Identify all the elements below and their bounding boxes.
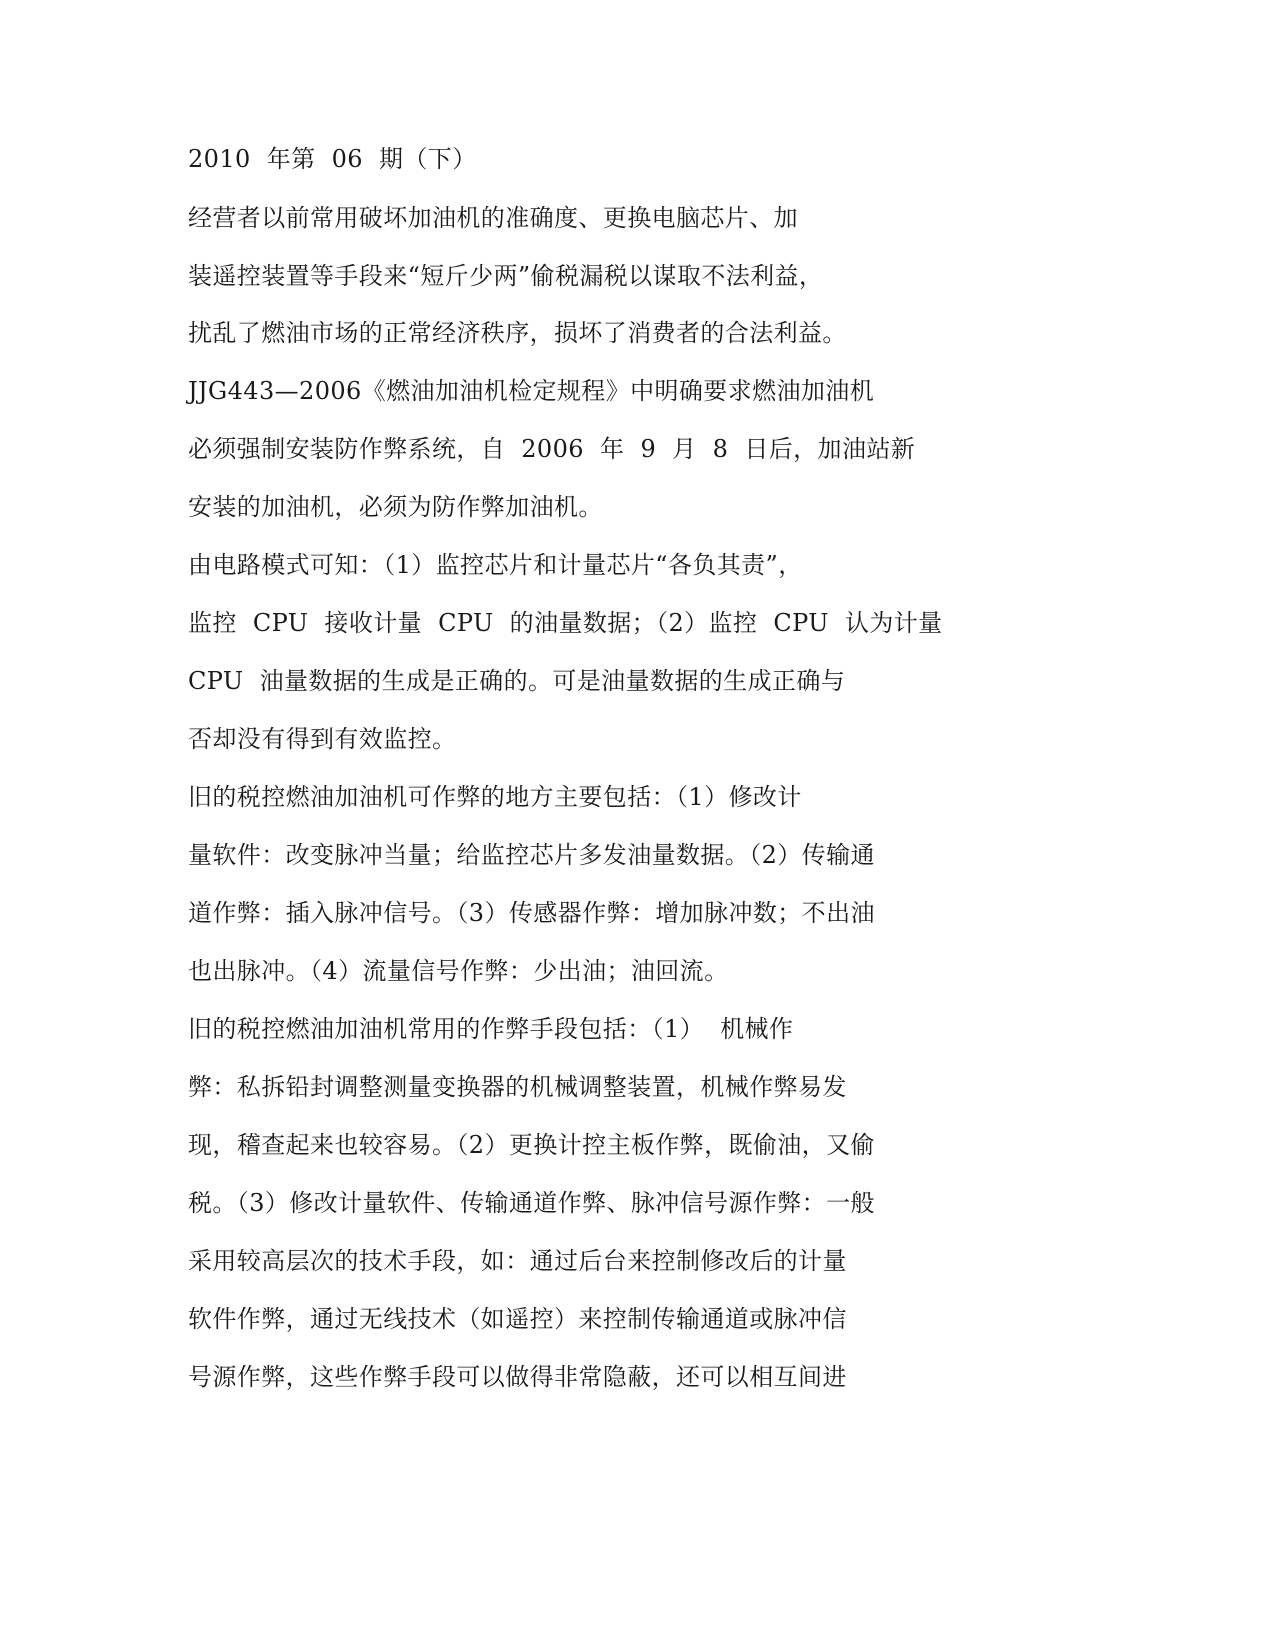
text-line: 税。（3）修改计量软件、传输通道作弊、脉冲信号源作弊：一般	[188, 1189, 875, 1217]
text-line: 现，稽查起来也较容易。（2）更换计控主板作弊，既偷油，又偷	[188, 1131, 875, 1159]
text-line: 必须强制安装防作弊系统，自 2006 年 9 月 8 日后，加油站新	[188, 435, 916, 463]
text-line: 道作弊：插入脉冲信号。（3）传感器作弊：增加脉冲数；不出油	[188, 899, 875, 927]
text-line: 也出脉冲。（4）流量信号作弊：少出油；油回流。	[188, 957, 729, 985]
issue-header: 2010 年第 06 期（下）	[188, 145, 477, 173]
text-line: 软件作弊，通过无线技术（如遥控）来控制传输通道或脉冲信	[188, 1305, 847, 1333]
text-line: JJG443—2006《燃油加油机检定规程》中明确要求燃油加油机	[188, 377, 875, 405]
text-line: 监控 CPU 接收计量 CPU 的油量数据；（2）监控 CPU 认为计量	[188, 609, 943, 637]
text-line: 安装的加油机，必须为防作弊加油机。	[188, 493, 603, 521]
text-line: 装遥控装置等手段来“短斤少两”偷税漏税以谋取不法利益，	[188, 262, 824, 290]
text-line: 旧的税控燃油加油机可作弊的地方主要包括：（1）修改计	[188, 783, 802, 811]
text-line: CPU 油量数据的生成是正确的。可是油量数据的生成正确与	[188, 667, 846, 695]
text-line: 量软件：改变脉冲当量；给监控芯片多发油量数据。（2）传输通	[188, 841, 875, 869]
text-line: 否却没有得到有效监控。	[188, 725, 457, 753]
text-line: 采用较高层次的技术手段，如：通过后台来控制修改后的计量	[188, 1247, 847, 1275]
text-line: 经营者以前常用破坏加油机的准确度、更换电脑芯片、加	[188, 204, 798, 232]
text-line: 弊：私拆铅封调整测量变换器的机械调整装置，机械作弊易发	[188, 1073, 847, 1101]
text-line: 旧的税控燃油加油机常用的作弊手段包括：（1） 机械作	[188, 1015, 794, 1043]
text-line: 扰乱了燃油市场的正常经济秩序，损坏了消费者的合法利益。	[188, 319, 847, 347]
text-line: 号源作弊，这些作弊手段可以做得非常隐蔽，还可以相互间进	[188, 1363, 847, 1391]
text-line: 由电路模式可知：（1）监控芯片和计量芯片“各负其责”，	[188, 551, 803, 579]
